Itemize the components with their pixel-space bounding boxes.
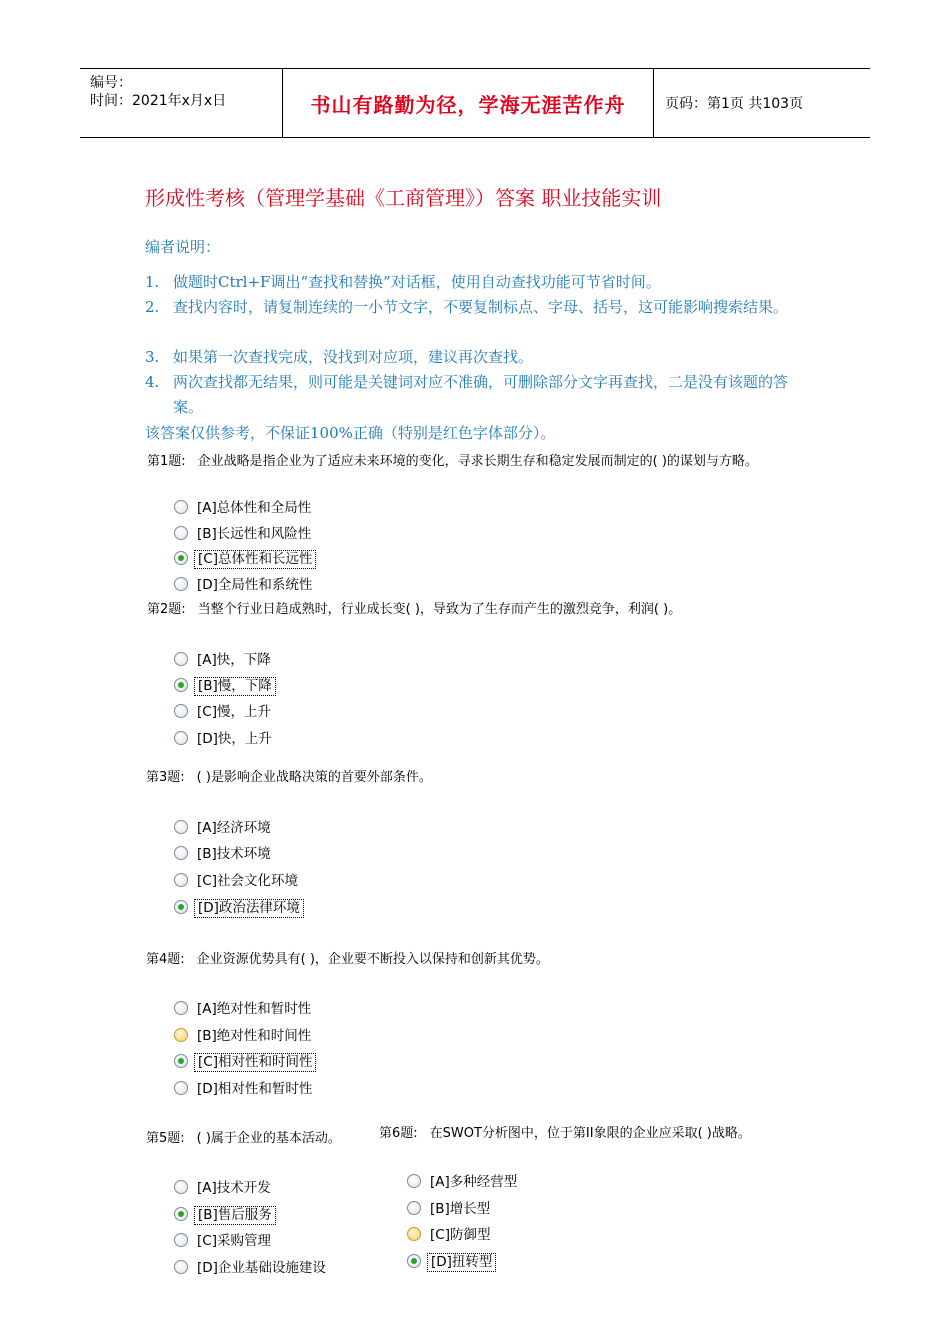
radio-button-icon[interactable] [174, 1260, 188, 1274]
option-label: [A]快，下降 [197, 652, 271, 668]
question-6 [379, 1122, 751, 1141]
radio-button-checked-icon[interactable] [174, 678, 188, 692]
radio-button-checked-icon[interactable] [174, 1207, 188, 1221]
option-label-selected: [D]政治法律环境 [194, 899, 304, 918]
option-label: [B]绝对性和时间性 [197, 1028, 312, 1044]
page-header [80, 68, 870, 138]
radio-button-checked-icon[interactable] [174, 551, 188, 565]
radio-button-icon[interactable] [174, 731, 188, 745]
doc-time-label: 时间：2021年x月x日 [90, 93, 227, 109]
option-label: [B]技术环境 [197, 846, 271, 862]
doc-number-label: 编号： [90, 75, 132, 91]
question-text: ( )是影响企业战略决策的首要外部条件。 [196, 770, 432, 785]
question-text: 在SWOT分析图中，位于第II象限的企业应采取( )战略。 [429, 1126, 751, 1141]
option-label: [C]防御型 [430, 1227, 491, 1243]
radio-button-icon[interactable] [174, 500, 188, 514]
radio-button-icon[interactable] [174, 577, 188, 591]
option-label: [C]采购管理 [197, 1233, 271, 1249]
question-number: 第3题: [146, 770, 185, 785]
header-page-info: 页码：第1页 共103页 [665, 96, 804, 112]
radio-button-icon[interactable] [407, 1174, 421, 1188]
question-text: 企业战略是指企业为了适应未来环境的变化，寻求长期生存和稳定发展而制定的( )的谋划与方略。 [197, 454, 758, 469]
question-number: 第6题: [379, 1126, 418, 1141]
question-number: 第2题: [147, 602, 186, 617]
header-meta [80, 69, 283, 137]
disclaimer: 该答案仅供参考，不保证100%正确（特别是红色字体部分）。 [145, 424, 556, 442]
question-text: ( )属于企业的基本活动。 [196, 1131, 341, 1146]
radio-button-icon[interactable] [174, 526, 188, 540]
option-label: [D]快，上升 [197, 731, 272, 747]
header-motto: 书山有路勤为径，学海无涯苦作舟 [283, 69, 654, 137]
option-label: [B]长远性和风险性 [197, 526, 312, 542]
question-text: 企业资源优势具有( )，企业要不断投入以保持和创新其优势。 [196, 952, 549, 967]
option-label: [A]绝对性和暂时性 [197, 1001, 312, 1017]
radio-button-icon[interactable] [174, 1001, 188, 1015]
question-5 [146, 1127, 341, 1146]
option-label-selected: [C]相对性和时间性 [194, 1053, 316, 1072]
note-text: 两次查找都无结果，则可能是关键词对应不准确，可删除部分文字再查找，二是没有该题的答案。 [173, 373, 789, 416]
radio-button-icon[interactable] [174, 1180, 188, 1194]
question-number: 第5题: [146, 1131, 185, 1146]
radio-button-hover-icon[interactable] [407, 1227, 421, 1241]
option-label-selected: [C]总体性和长远性 [194, 550, 316, 569]
option-label: [A]多种经营型 [430, 1174, 518, 1190]
option-label: [C]慢，上升 [197, 704, 271, 720]
note-text: 如果第一次查找完成，没找到对应项，建议再次查找。 [173, 348, 534, 366]
radio-button-checked-icon[interactable] [407, 1254, 421, 1268]
note-number: 2. [145, 298, 160, 316]
option-label-selected: [B]慢，下降 [194, 677, 276, 696]
option-label-selected: [D]扭转型 [427, 1253, 496, 1272]
radio-button-icon[interactable] [407, 1201, 421, 1215]
option-label: [B]增长型 [430, 1201, 491, 1217]
note-number: 3. [145, 348, 160, 366]
radio-button-checked-icon[interactable] [174, 900, 188, 914]
option-label: [D]相对性和暂时性 [197, 1081, 313, 1097]
radio-button-hover-icon[interactable] [174, 1028, 188, 1042]
radio-button-icon[interactable] [174, 846, 188, 860]
option-label-selected: [B]售后服务 [194, 1206, 276, 1225]
note-number: 1. [145, 273, 160, 291]
radio-button-checked-icon[interactable] [174, 1054, 188, 1068]
question-3 [146, 766, 432, 785]
editor-notes-heading: 编者说明： [145, 238, 221, 256]
radio-button-icon[interactable] [174, 1081, 188, 1095]
radio-button-icon[interactable] [174, 652, 188, 666]
radio-button-icon[interactable] [174, 820, 188, 834]
option-label: [A]经济环境 [197, 820, 271, 836]
question-2 [147, 598, 681, 617]
question-4 [146, 948, 549, 967]
option-label: [D]企业基础设施建设 [197, 1260, 326, 1276]
question-1 [147, 450, 758, 469]
note-text: 做题时Ctrl+F调出“查找和替换”对话框，使用自动查找功能可节省时间。 [173, 273, 661, 291]
note-text: 查找内容时，请复制连续的一小节文字，不要复制标点、字母、括号，这可能影响搜索结果。 [173, 298, 789, 316]
radio-button-icon[interactable] [174, 704, 188, 718]
question-number: 第1题: [147, 454, 186, 469]
question-text: 当整个行业日趋成熟时，行业成长变( )，导致为了生存而产生的激烈竞争，利润( )。 [197, 602, 682, 617]
note-number: 4. [145, 373, 160, 391]
document-title: 形成性考核（管理学基础《工商管理》）答案 职业技能实训 [145, 186, 662, 210]
radio-button-icon[interactable] [174, 873, 188, 887]
radio-button-icon[interactable] [174, 1233, 188, 1247]
question-number: 第4题: [146, 952, 185, 967]
option-label: [A]总体性和全局性 [197, 500, 312, 516]
option-label: [A]技术开发 [197, 1180, 271, 1196]
option-label: [C]社会文化环境 [197, 873, 298, 889]
option-label: [D]全局性和系统性 [197, 577, 313, 593]
